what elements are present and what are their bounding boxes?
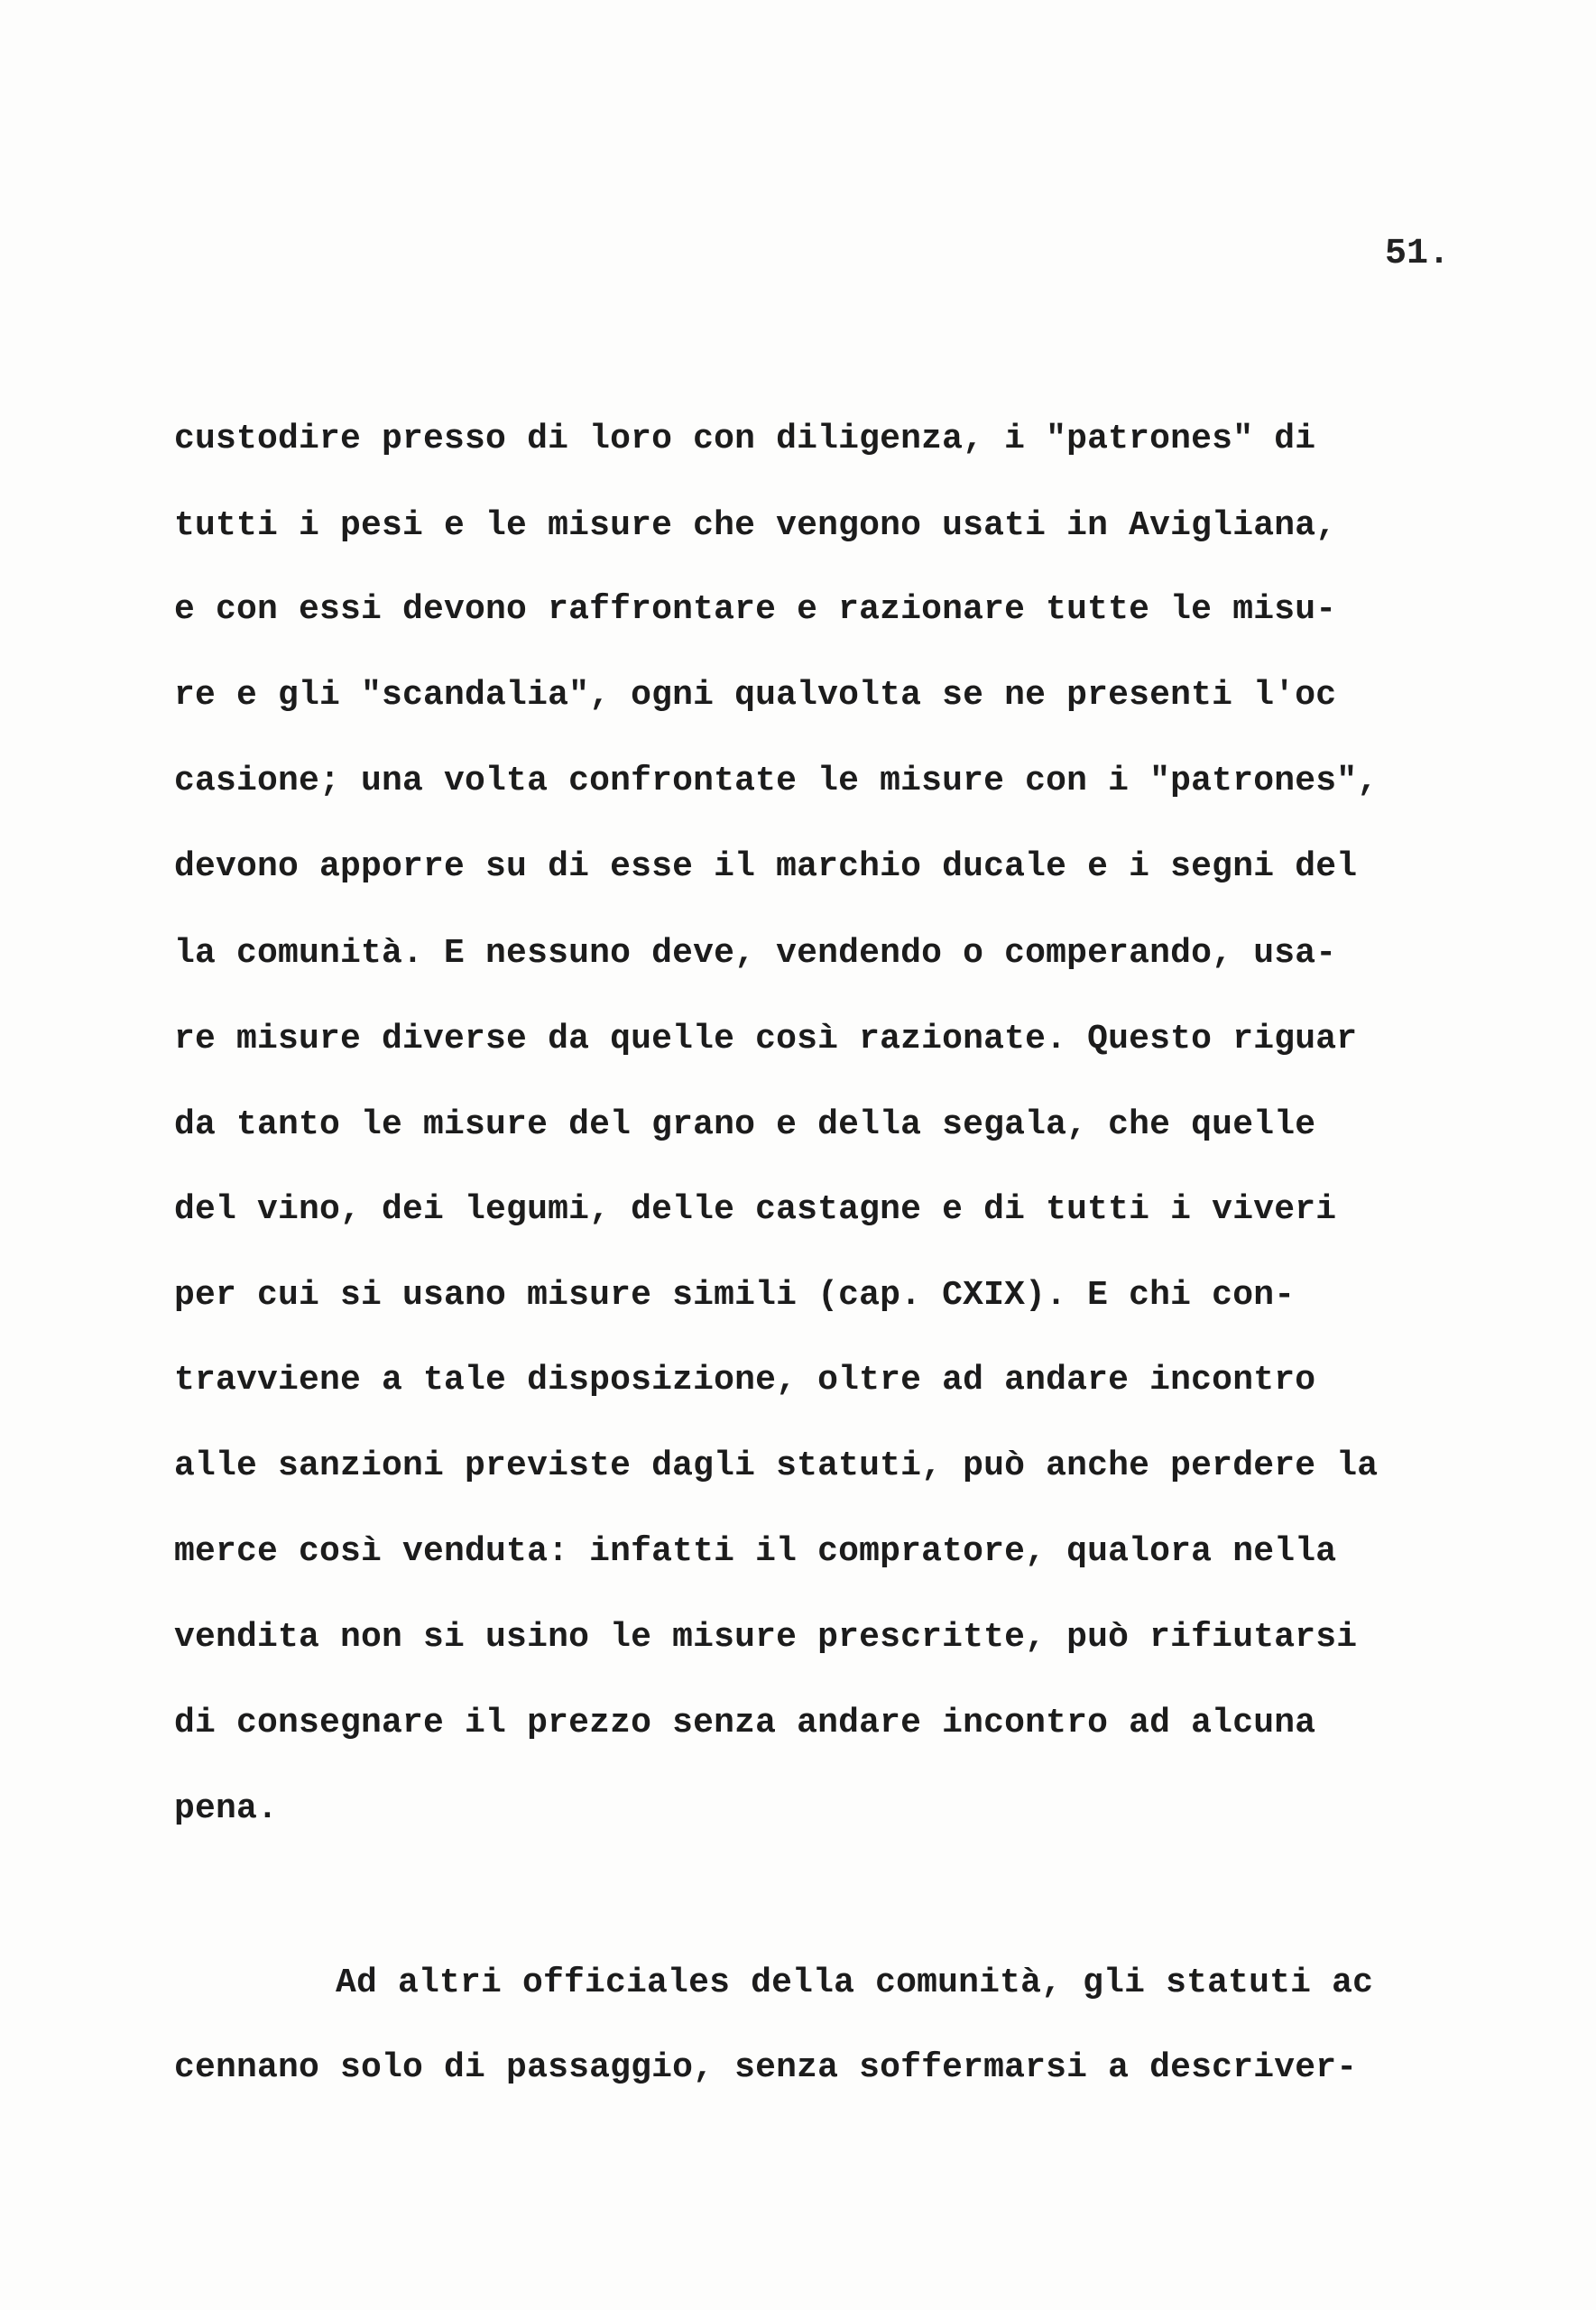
text-line: da tanto le misure del grano e della segala, che quelle: [174, 1105, 1316, 1144]
page-number: 51.: [1385, 234, 1451, 274]
text-line: di consegnare il prezzo senza andare incontro ad alcuna: [174, 1704, 1316, 1742]
text-line: custodire presso di loro con diligenza, i "patrones" di: [174, 420, 1316, 458]
text-line: casione; una volta confrontate le misure con i "patrones",: [174, 762, 1379, 800]
text-line: cennano solo di passaggio, senza soffermarsi a descriver-: [174, 2048, 1358, 2087]
text-line: re e gli "scandalia", ogni qualvolta se ne presenti l'oc: [174, 676, 1337, 715]
text-line: tutti i pesi e le misure che vengono usati in Avigliana,: [174, 506, 1337, 545]
text-line: merce così venduta: infatti il compratore, qualora nella: [174, 1532, 1337, 1571]
text-line: del vino, dei legumi, delle castagne e di tutti i viveri: [174, 1190, 1337, 1229]
text-line: vendita non si usino le misure prescritte, può rifiutarsi: [174, 1618, 1358, 1657]
text-line: per cui si usano misure simili (cap. CXIX). E chi con-: [174, 1276, 1296, 1315]
text-line: re misure diverse da quelle così razionate. Questo riguar: [174, 1020, 1358, 1058]
text-line: alle sanzioni previste dagli statuti, può anche perdere la: [174, 1446, 1379, 1485]
text-line: travviene a tale disposizione, oltre ad andare incontro: [174, 1361, 1316, 1400]
text-line: pena.: [174, 1789, 279, 1828]
text-line: e con essi devono raffrontare e razionare tutte le misu-: [174, 590, 1337, 629]
text-line: Ad altri officiales della comunità, gli statuti ac: [336, 1964, 1374, 2002]
text-line: la comunità. E nessuno deve, vendendo o comperando, usa-: [174, 934, 1337, 973]
text-line: devono apporre su di esse il marchio ducale e i segni del: [174, 847, 1358, 886]
